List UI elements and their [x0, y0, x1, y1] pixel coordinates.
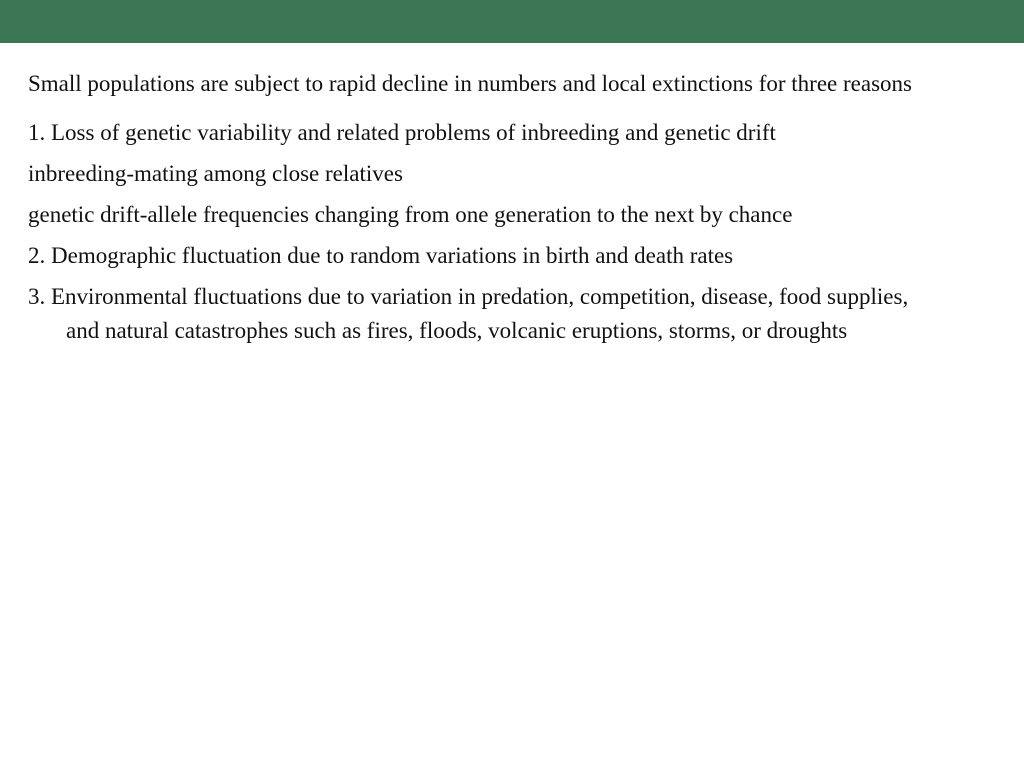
inbreeding-definition: inbreeding-mating among close relatives	[28, 161, 403, 186]
reason-1-paragraph: 1. Loss of genetic variability and related problems of inbreeding and genetic drift	[28, 120, 776, 145]
intro-paragraph: Small populations are subject to rapid decline in numbers and local extinctions for three reasons	[28, 71, 912, 96]
genetic-drift-definition: genetic drift-allele frequencies changing from one generation to the next by chance	[28, 202, 793, 227]
header-bar	[0, 0, 1024, 43]
reason-2-paragraph: 2. Demographic fluctuation due to random variations in birth and death rates	[28, 243, 734, 268]
slide-body	[28, 67, 928, 348]
reason-3-paragraph: 3. Environmental fluctuations due to variation in predation, competition, disease, food supplies, and natural catastrophes such as fires, floods, volcanic eruptions, storms, or droughts	[28, 284, 909, 343]
